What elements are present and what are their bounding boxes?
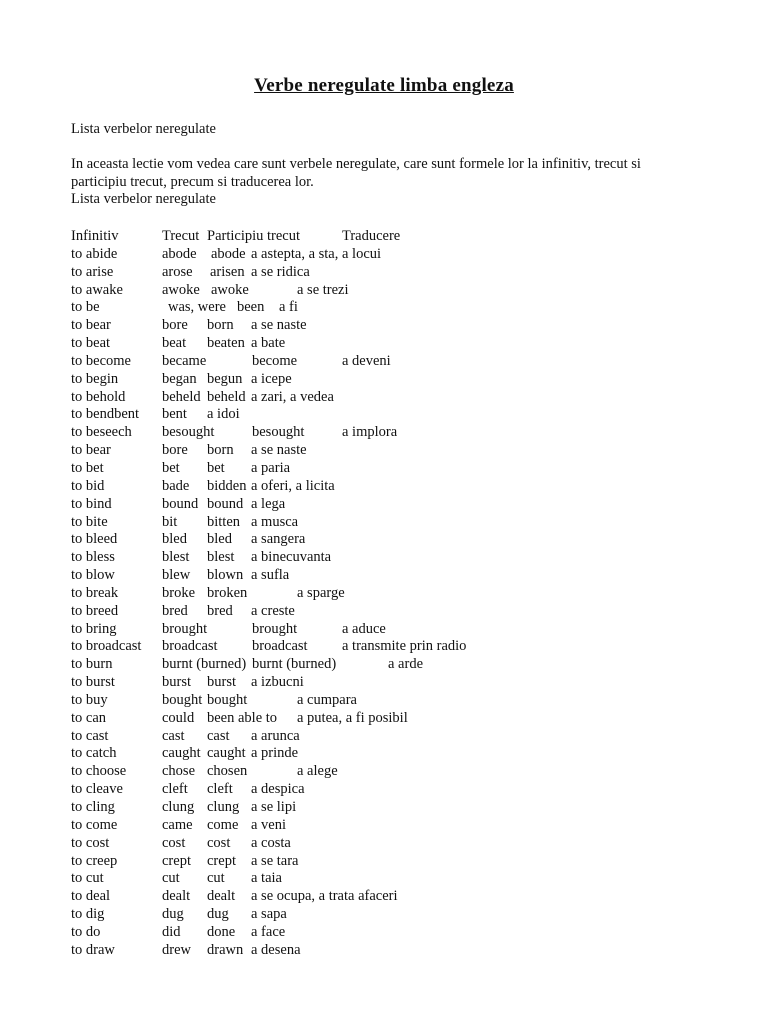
verb-infinitive: to deal: [71, 888, 111, 905]
verb-infinitive: to draw: [71, 941, 115, 958]
verb-infinitive: to bind: [71, 495, 112, 512]
verb-translation: a sapa: [251, 906, 287, 923]
verb-past: chose: [162, 763, 196, 780]
verb-participle: cost: [207, 834, 231, 851]
verb-infinitive: to cut: [71, 870, 104, 887]
verb-translation: a veni: [251, 816, 287, 833]
verb-infinitive: to cast: [71, 727, 109, 744]
verb-past: blew: [162, 567, 191, 584]
verb-infinitive: to do: [71, 923, 101, 940]
verb-past: bade: [162, 477, 190, 494]
verb-infinitive: to breed: [71, 602, 119, 619]
verb-participle: crept: [207, 852, 236, 869]
verb-participle: bitten: [207, 513, 241, 530]
verb-past: broke: [162, 584, 196, 601]
verb-past: broadcast: [162, 638, 218, 655]
verb-participle: drawn: [207, 941, 244, 958]
verb-participle: bred: [207, 602, 233, 619]
verb-translation: a icepe: [251, 370, 292, 387]
verb-translation: a se trezi: [297, 281, 349, 298]
table-row: [71, 853, 761, 871]
verb-infinitive: to bring: [71, 620, 117, 637]
verb-participle: burnt (burned): [252, 656, 337, 673]
verb-infinitive: to catch: [71, 745, 117, 762]
verb-participle: born: [207, 317, 234, 334]
verb-past: crept: [162, 852, 191, 869]
verb-infinitive: to become: [71, 352, 131, 369]
verb-participle: clung: [207, 799, 240, 815]
verb-past: bled: [162, 531, 187, 548]
verb-past: bore: [162, 317, 188, 334]
verb-participle: become: [252, 352, 298, 369]
verb-infinitive: to creep: [71, 852, 118, 869]
verb-participle: dug: [207, 906, 229, 923]
table-row: [71, 710, 761, 728]
verb-past: awoke: [162, 281, 200, 298]
verb-infinitive: to buy: [71, 691, 108, 708]
verb-participle: done: [207, 923, 236, 940]
verb-participle: cleft: [207, 781, 233, 798]
verb-infinitive: to bless: [71, 549, 115, 566]
verb-infinitive: to bleed: [71, 531, 118, 548]
verb-infinitive: to bite: [71, 513, 108, 530]
verb-participle: beheld: [207, 388, 246, 405]
verb-infinitive: to behold: [71, 388, 126, 405]
verb-infinitive: to bid: [71, 477, 105, 494]
table-row: [71, 317, 761, 335]
verb-translation: a sangera: [251, 531, 306, 548]
verb-participle: cast: [207, 727, 230, 744]
verb-translation: a se naste: [251, 442, 307, 459]
table-row: [71, 353, 761, 371]
verb-participle: a idoi: [207, 406, 240, 423]
verb-participle: abode: [211, 245, 246, 262]
verb-past: cut: [162, 870, 180, 887]
table-row: [71, 514, 761, 532]
table-row: [71, 781, 761, 799]
verb-participle: dealt: [207, 888, 236, 905]
verb-translation: a sufla: [251, 567, 290, 584]
table-row: [71, 442, 761, 460]
table-row: [71, 817, 761, 835]
verb-participle: bound: [207, 495, 244, 512]
verb-participle: been: [237, 299, 265, 316]
header-infinitiv: Infinitiv: [71, 228, 119, 244]
verb-past: drew: [162, 941, 191, 958]
table-header-row: [71, 228, 761, 246]
verb-translation: a taia: [251, 870, 282, 887]
verb-infinitive: to blow: [71, 567, 115, 584]
table-row: [71, 799, 761, 817]
verb-translation: a despica: [251, 781, 305, 798]
verb-translation: a costa: [251, 834, 291, 851]
subtitle: Lista verbelor neregulate: [71, 121, 216, 137]
verb-infinitive: to beat: [71, 335, 111, 352]
verb-translation: a se tara: [251, 852, 299, 869]
verb-translation: a musca: [251, 513, 299, 530]
table-row: [71, 745, 761, 763]
verb-translation: a aduce: [342, 620, 386, 637]
table-row: [71, 763, 761, 781]
table-row: [71, 371, 761, 389]
table-row: [71, 389, 761, 407]
verb-infinitive: to be: [71, 299, 100, 316]
verb-participle: burst: [207, 674, 236, 691]
verb-participle: bidden: [207, 477, 247, 494]
page-title: Verbe neregulate limba engleza: [254, 75, 514, 96]
verb-past: bred: [162, 602, 188, 619]
verb-participle: come: [207, 816, 239, 833]
verb-infinitive: to bear: [71, 317, 111, 334]
verb-infinitive: to cleave: [71, 781, 123, 798]
verb-past: abode: [162, 245, 197, 262]
table-row: [71, 656, 761, 674]
verb-past: was, were: [168, 299, 226, 316]
verb-infinitive: to beseech: [71, 424, 132, 441]
verb-translation: a paria: [251, 459, 291, 476]
verb-translation: a se ridica: [251, 263, 310, 280]
verb-past: cast: [162, 727, 185, 744]
verb-translation: a alege: [297, 763, 338, 780]
table-row: [71, 549, 761, 567]
table-row: [71, 603, 761, 621]
verb-participle: beaten: [207, 335, 245, 352]
verb-infinitive: to bendbent: [71, 406, 140, 423]
table-row: [71, 246, 761, 264]
verb-translation: a binecuvanta: [251, 549, 332, 566]
verb-translation: a deveni: [342, 352, 391, 369]
verb-past: bent: [162, 406, 187, 423]
verb-translation: a fi: [279, 299, 298, 316]
verb-participle: bet: [207, 459, 225, 476]
verb-translation: a bate: [251, 335, 286, 352]
verb-infinitive: to dig: [71, 906, 105, 923]
intro-paragraph: [71, 156, 711, 209]
verb-participle: blown: [207, 567, 244, 584]
verb-infinitive: to bet: [71, 459, 104, 476]
verb-participle: cut: [207, 870, 225, 887]
verb-past: dug: [162, 906, 184, 923]
verb-translation: a desena: [251, 941, 301, 958]
table-row: [71, 406, 761, 424]
verb-participle: been able to: [207, 709, 278, 726]
verb-past: came: [162, 816, 193, 833]
table-row: [71, 460, 761, 478]
verb-translation: a creste: [251, 602, 295, 619]
header-traducere: Traducere: [342, 228, 401, 244]
table-row: [71, 335, 761, 353]
table-row: [71, 870, 761, 888]
verb-translation: a cumpara: [297, 691, 357, 708]
verb-past: began: [162, 370, 197, 387]
intro-line: In aceasta lectie vom vedea care sunt verbele neregulate, care sunt formele lor la infinitiv, trecut si: [71, 156, 641, 172]
table-row: [71, 692, 761, 710]
verb-table: [71, 228, 761, 960]
verb-past: burst: [162, 674, 191, 691]
verb-translation: a arunca: [251, 727, 300, 744]
verb-translation: a prinde: [251, 745, 299, 762]
intro-line: Lista verbelor neregulate: [71, 191, 216, 207]
verb-infinitive: to bear: [71, 442, 111, 459]
table-row: [71, 424, 761, 442]
verb-translation: a sparge: [297, 584, 345, 601]
verb-infinitive: to can: [71, 709, 107, 726]
table-body: [71, 246, 761, 960]
header-participiu: Participiu trecut: [207, 228, 301, 244]
verb-infinitive: to abide: [71, 245, 118, 262]
verb-infinitive: to begin: [71, 370, 119, 387]
verb-participle: born: [207, 442, 234, 459]
verb-past: besought: [162, 424, 215, 441]
verb-translation: a izbucni: [251, 674, 304, 691]
verb-past: cleft: [162, 781, 188, 798]
verb-past: burnt (burned): [162, 656, 247, 673]
verb-past: cost: [162, 834, 186, 851]
intro-line: participiu trecut, precum si traducerea lor.: [71, 173, 314, 190]
verb-translation: a oferi, a licita: [251, 477, 335, 494]
verb-past: did: [162, 923, 181, 940]
verb-participle: begun: [207, 370, 243, 387]
verb-participle: bled: [207, 531, 232, 548]
table-row: [71, 638, 761, 656]
verb-past: bore: [162, 442, 188, 459]
verb-infinitive: to cost: [71, 834, 110, 851]
verb-translation: a putea, a fi posibil: [297, 709, 408, 726]
verb-past: caught: [162, 745, 201, 762]
verb-infinitive: to cling: [71, 799, 115, 815]
table-row: [71, 835, 761, 853]
verb-past: beheld: [162, 388, 201, 405]
table-row: [71, 299, 761, 317]
verb-participle: broken: [207, 584, 248, 601]
verb-past: bet: [162, 459, 180, 476]
table-row: [71, 567, 761, 585]
verb-translation: a se naste: [251, 317, 307, 334]
verb-past: dealt: [162, 888, 191, 905]
verb-past: bought: [162, 691, 203, 708]
verb-participle: chosen: [207, 763, 248, 780]
verb-translation: a implora: [342, 424, 398, 441]
verb-participle: caught: [207, 745, 246, 762]
verb-translation: a lega: [251, 495, 286, 512]
table-row: [71, 888, 761, 906]
table-row: [71, 282, 761, 300]
verb-participle: awoke: [211, 281, 249, 298]
table-row: [71, 621, 761, 639]
table-row: [71, 478, 761, 496]
verb-participle: blest: [207, 549, 235, 566]
verb-translation: a astepta, a sta, a locui: [251, 245, 382, 262]
verb-participle: arisen: [210, 263, 245, 280]
verb-past: bit: [162, 513, 178, 530]
verb-infinitive: to arise: [71, 263, 114, 280]
table-row: [71, 906, 761, 924]
table-row: [71, 674, 761, 692]
verb-translation: a transmite prin radio: [342, 638, 467, 655]
verb-past: blest: [162, 549, 190, 566]
verb-participle: broadcast: [252, 638, 308, 655]
verb-translation: a zari, a vedea: [251, 388, 334, 405]
verb-infinitive: to broadcast: [71, 638, 142, 655]
verb-translation: a se lipi: [251, 799, 297, 815]
table-row: [71, 585, 761, 603]
table-row: [71, 496, 761, 514]
verb-translation: a arde: [388, 656, 424, 673]
verb-past: brought: [162, 620, 208, 637]
verb-past: became: [162, 352, 207, 369]
table-row: [71, 942, 761, 960]
verb-infinitive: to burst: [71, 674, 115, 691]
table-row: [71, 728, 761, 746]
verb-past: beat: [162, 335, 187, 352]
verb-participle: brought: [252, 620, 298, 637]
verb-infinitive: to awake: [71, 281, 123, 298]
table-row: [71, 924, 761, 942]
table-row: [71, 531, 761, 549]
verb-past: bound: [162, 495, 199, 512]
verb-participle: besought: [252, 424, 305, 441]
verb-infinitive: to choose: [71, 763, 127, 780]
verb-infinitive: to come: [71, 816, 118, 833]
verb-infinitive: to break: [71, 584, 119, 601]
verb-translation: a se ocupa, a trata afaceri: [251, 888, 398, 905]
verb-participle: bought: [207, 691, 248, 708]
table-row: [71, 264, 761, 282]
verb-past: arose: [162, 263, 193, 280]
verb-translation: a face: [251, 923, 286, 940]
verb-past: could: [162, 709, 195, 726]
verb-infinitive: to burn: [71, 656, 113, 673]
header-trecut: Trecut: [162, 228, 200, 244]
verb-past: clung: [162, 799, 195, 815]
